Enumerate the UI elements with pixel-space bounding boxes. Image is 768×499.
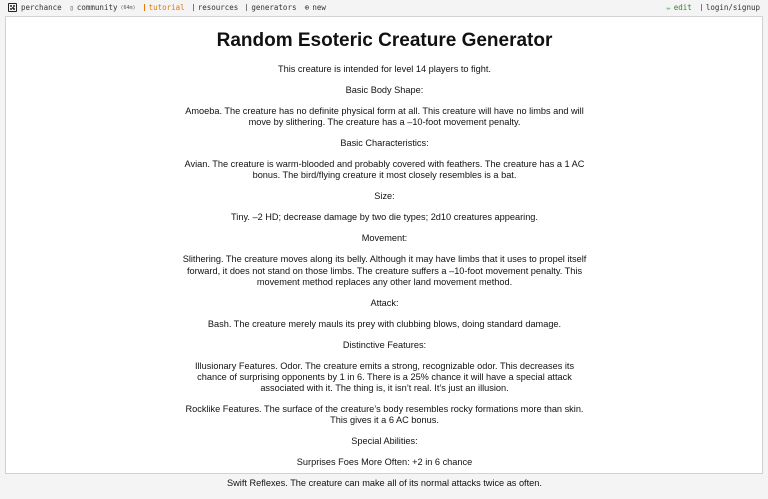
top-nav bbox=[0, 0, 768, 16]
dice-icon bbox=[8, 3, 17, 12]
nav-brand-label: perchance bbox=[21, 3, 62, 12]
output-paragraph: Amoeba. The creature has no definite physical form at all. This creature will have no limbs and will move by slithering. The creature has a –10-foot movement penalty. bbox=[185, 106, 584, 128]
output-paragraph: This creature is intended for level 14 players to fight. bbox=[278, 64, 491, 74]
output-paragraph: Basic Body Shape: bbox=[345, 85, 424, 95]
nav-login-link[interactable] bbox=[701, 3, 760, 12]
nav-generators-link[interactable] bbox=[246, 3, 296, 12]
output-paragraph: Rocklike Features. The surface of the creature’s body resembles rocky formations more than skin. This gives it a 6 AC bonus. bbox=[185, 404, 584, 426]
nav-resources-link[interactable] bbox=[193, 3, 239, 12]
output-paragraph: Illusionary Features. Odor. The creature emits a strong, recognizable odor. This decreases its chance of surprising opponents by 1 in 6. There is a 25% chance it will have a special attack associated with it. The thing is, it isn’t real. It’s just an illusion. bbox=[194, 360, 575, 394]
nav-edit-link[interactable] bbox=[667, 3, 692, 12]
output-paragraph: Size: bbox=[374, 191, 395, 202]
nav-community-badge: (64m) bbox=[120, 4, 136, 11]
resources-icon bbox=[193, 4, 194, 11]
output-paragraph: Bash. The creature merely mauls its prey with clubbing blows, doing standard damage. bbox=[207, 318, 562, 329]
generators-icon bbox=[246, 4, 247, 11]
plus-circle-icon: ⊕ bbox=[304, 2, 310, 12]
output-paragraph: Slithering. The creature moves along its belly. Although it may have limbs that it uses to propel itself forward, it does not stand on those limbs. The creature suffers a –10-foot movement penalty. This movement method replaces any other land movement method. bbox=[182, 254, 587, 287]
output-paragraph: Special Abilities: bbox=[351, 436, 418, 447]
output-paragraph: Distinctive Features: bbox=[342, 339, 427, 350]
output-paragraph: Tiny. –2 HD; decrease damage by two die types; 2d10 creatures appearing. bbox=[231, 212, 538, 223]
nav-community-link[interactable] bbox=[70, 3, 136, 12]
user-icon bbox=[701, 4, 702, 11]
nav-tutorial-label: tutorial bbox=[148, 3, 185, 12]
output-paragraph: Basic Characteristics: bbox=[340, 138, 429, 149]
page-title: Random Esoteric Creature Generator bbox=[216, 30, 553, 51]
nav-new-link[interactable] bbox=[304, 3, 325, 12]
nav-new-label: new bbox=[312, 3, 326, 12]
output-paragraph: Movement: bbox=[361, 233, 408, 244]
book-icon bbox=[144, 4, 145, 11]
output-paragraphs bbox=[182, 64, 587, 490]
nav-generators-label: generators bbox=[251, 3, 297, 12]
output-paragraph: Swift Reflexes. The creature can make all of its normal attacks twice as often. bbox=[227, 478, 542, 489]
edit-icon: ✏ bbox=[666, 3, 671, 12]
nav-home-link[interactable] bbox=[8, 3, 62, 12]
generator-output bbox=[182, 29, 587, 499]
nav-community-label: community bbox=[76, 3, 118, 12]
nav-tutorial-link[interactable] bbox=[144, 3, 185, 12]
output-paragraph: Surprises Foes More Often: +2 in 6 chance bbox=[296, 457, 473, 468]
nav-edit-label: edit bbox=[673, 3, 692, 12]
nav-left bbox=[8, 3, 334, 12]
nav-resources-label: resources bbox=[197, 3, 239, 12]
chat-icon: ▯ bbox=[69, 3, 74, 12]
generator-output-panel bbox=[5, 16, 763, 489]
nav-login-label: login/signup bbox=[705, 3, 760, 12]
output-paragraph: Avian. The creature is warm-blooded and probably covered with feathers. The creature has a 1 AC bonus. The bird/flying creature it most closely resembles is a bat. bbox=[184, 159, 585, 181]
output-paragraph: Attack: bbox=[370, 297, 399, 308]
nav-right bbox=[658, 3, 760, 12]
